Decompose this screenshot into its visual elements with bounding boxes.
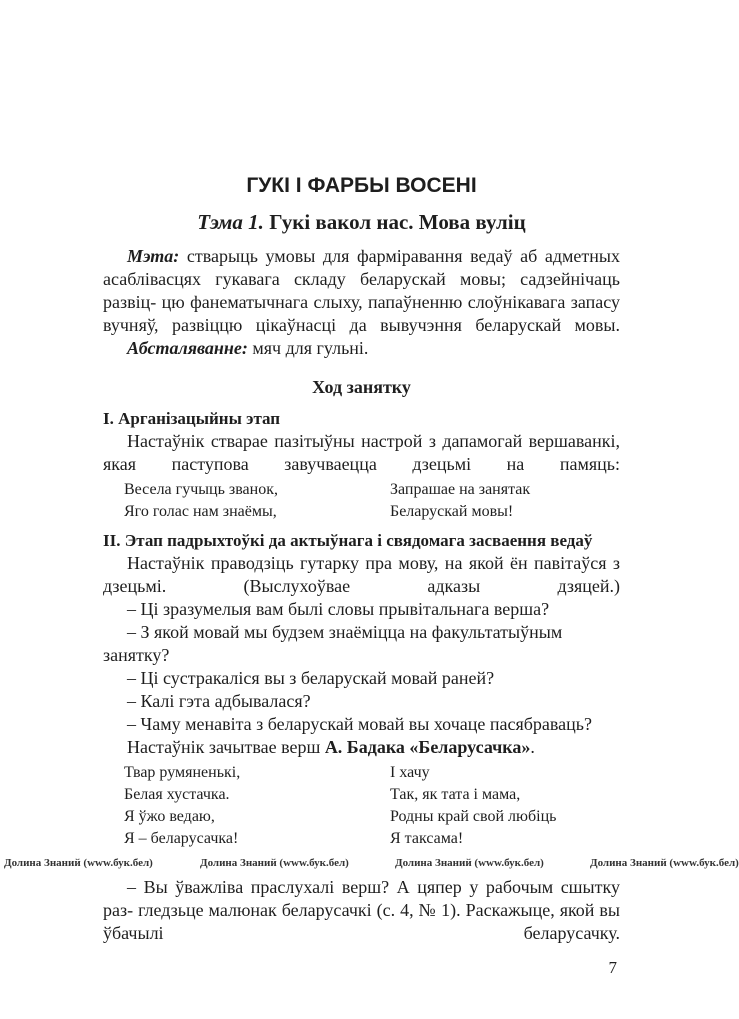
verse-line: Запрашае на занятак xyxy=(390,481,531,498)
reading-suffix: . xyxy=(530,737,535,757)
goal-text: стварыць умовы для фарміравання ведаў аб адметных xyxy=(179,246,620,266)
after-paragraph xyxy=(103,876,620,945)
verse-line: Я – беларусачка! xyxy=(124,830,239,847)
goal-label: Мэта: xyxy=(127,246,180,266)
stage1-text: Настаўнік стварае пазітыўны настрой з дапамогай вершаванкі, xyxy=(127,431,620,451)
verse-line: Беларускай мовы! xyxy=(390,503,514,520)
chapter-title: ГУКІ І ФАРБЫ ВОСЕНІ xyxy=(246,174,477,197)
document-page xyxy=(4,0,739,1019)
equipment-label: Абсталяванне: xyxy=(127,338,248,358)
watermark: Долина Знаний (www.бук.бел) xyxy=(395,857,544,869)
goal-text: цю фанематычнага слыху, папаўненню слоўнікавага запасу вучняў, xyxy=(103,292,621,335)
verse-line: Твар румяненькі, xyxy=(124,764,241,781)
theme-label: Тэма 1. xyxy=(197,210,264,234)
goal-text: асаблівасцях гукавага складу беларускай мовы; садзейнічаць развіц- xyxy=(103,269,620,312)
after-text: беларусачку. xyxy=(523,923,620,943)
watermark-strip xyxy=(0,856,739,872)
verse-line: Так, як тата і мама, xyxy=(390,786,521,803)
after-text: – Вы ўважліва праслухалі верш? А цяпер у рабочым сшытку раз- xyxy=(103,877,620,920)
goal-text: развіццю цікаўнасці да вывучэння беларускай мовы. xyxy=(172,315,621,335)
page-number: 7 xyxy=(608,958,617,977)
question: – З якой мовай мы будзем знаёміцца на факультатыўным занятку? xyxy=(103,622,563,665)
stage2-text: Настаўнік праводзіць гутарку пра мову, на якой ён павітаўся з xyxy=(127,553,620,573)
author: А. Бадака xyxy=(324,737,405,757)
after-text: гледзьце малюнак беларусачкі (с. 4, № 1). Раскажыце, якой вы ўбачылі xyxy=(103,900,620,943)
question: – Чаму менавіта з беларускай мовай вы хочаце пасябраваць? xyxy=(127,714,592,734)
goal-paragraph xyxy=(103,245,620,337)
stage1-text: якая паступова завучваецца дзецьмі на памяць: xyxy=(103,454,620,474)
stage2-heading: II. Этап падрыхтоўкі да актыўнага і свядомага засваення ведаў xyxy=(103,531,593,550)
verse-line: Белая хустачка. xyxy=(124,786,230,803)
stage2-paragraph xyxy=(103,552,620,598)
reading-line xyxy=(103,736,620,759)
watermark: Долина Знаний (www.бук.бел) xyxy=(200,857,349,869)
reading-prefix: Настаўнік зачытвае верш xyxy=(127,737,325,757)
work-title: «Беларусачка» xyxy=(404,737,531,757)
verse-line: Я ўжо ведаю, xyxy=(124,808,215,825)
stage2-text: дзецьмі. (Выслухоўвае адказы дзяцей.) xyxy=(103,576,620,596)
verse-line: Яго голас нам знаёмы, xyxy=(124,503,277,520)
theme-text: Гукі вакол нас. Мова вуліц xyxy=(263,210,526,234)
verse-line: Я таксама! xyxy=(390,830,464,847)
theme-heading xyxy=(103,209,620,235)
question: – Калі гэта адбывалася? xyxy=(127,691,311,711)
stage1-paragraph xyxy=(103,430,620,476)
question: – Ці сустракаліся вы з беларускай мовай раней? xyxy=(127,668,495,688)
verse-line: Родны край свой любіць xyxy=(390,808,557,825)
stage1-heading: I. Арганізацыйны этап xyxy=(103,409,281,428)
verse-1 xyxy=(103,479,620,523)
watermark: Долина Знаний (www.бук.бел) xyxy=(4,857,153,869)
equipment-text: мяч для гульні. xyxy=(247,338,369,358)
watermark: Долина Знаний (www.бук.бел) xyxy=(590,857,739,869)
verse-line: Весела гучыць званок, xyxy=(124,481,278,498)
verse-2 xyxy=(103,762,620,850)
verse-line: І хачу xyxy=(390,764,430,781)
course-heading: Ход занятку xyxy=(312,377,411,397)
question: – Ці зразумелыя вам былі словы прывітальнага верша? xyxy=(127,599,550,619)
equipment-line xyxy=(103,337,620,360)
